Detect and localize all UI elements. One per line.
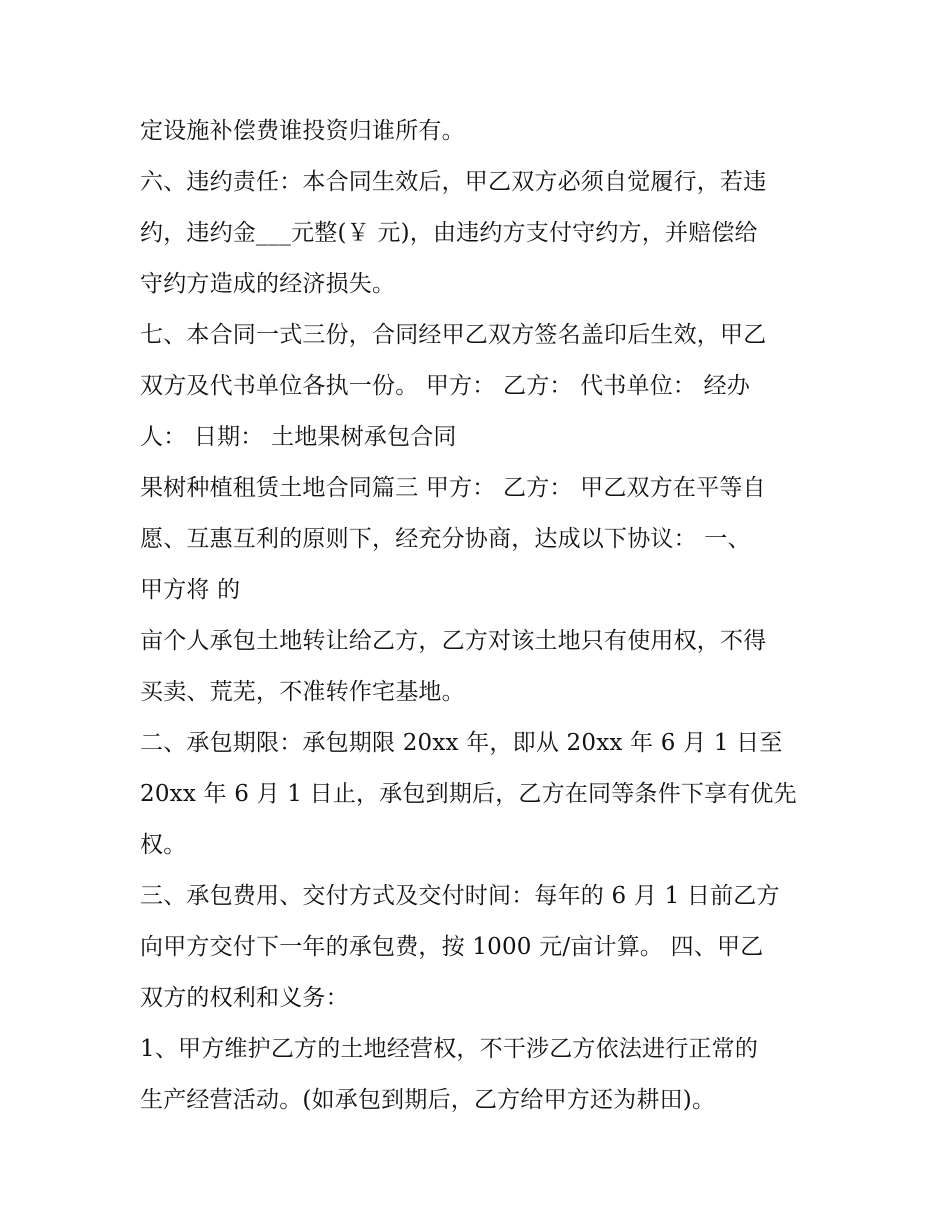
text-line: 1、甲方维护乙方的土地经营权，不干涉乙方依法进行正常的 (140, 1036, 759, 1062)
text-line: 守约方造成的经济损失。 (140, 271, 396, 297)
document-body (140, 106, 820, 1126)
text-line: 亩个人承包土地转让给乙方，乙方对该土地只有使用权，不得 (140, 628, 767, 654)
text-line: 人： 日期： 土地果树承包合同 (140, 424, 457, 450)
text-line: 双方的权利和义务： (140, 985, 349, 1011)
text-line: 生产经营活动。(如承包到期后，乙方给甲方还为耕田)。 (140, 1087, 716, 1113)
text-line: 甲方将 的 (140, 577, 241, 603)
text-line: 20xx 年 6 月 1 日止，承包到期后，乙方在同等条件下享有优先 (140, 781, 797, 807)
text-line: 七、本合同一式三份，合同经甲乙双方签名盖印后生效，甲乙 (140, 322, 767, 348)
text-line: 向甲方交付下一年的承包费，按 1000 元/亩计算。 四、甲乙 (140, 934, 764, 960)
text-line: 愿、互惠互利的原则下，经充分协商，达成以下协议： 一、 (140, 526, 751, 552)
text-line: 权。 (140, 832, 187, 858)
text-line: 双方及代书单位各执一份。 甲方： 乙方： 代书单位： 经办 (140, 373, 751, 399)
text-line: 定设施补偿费谁投资归谁所有。 (140, 118, 465, 144)
text-line: 果树种植租赁土地合同篇三 甲方： 乙方： 甲乙双方在平等自 (140, 475, 766, 501)
text-line: 二、承包期限：承包期限 20xx 年，即从 20xx 年 6 月 1 日至 (140, 730, 783, 756)
text-line: 约，违约金___元整(￥ 元)，由违约方支付守约方，并赔偿给 (140, 220, 758, 246)
text-line: 六、违约责任：本合同生效后，甲乙双方必须自觉履行，若违 (140, 169, 767, 195)
text-line: 三、承包费用、交付方式及交付时间：每年的 6 月 1 日前乙方 (140, 883, 780, 909)
text-line: 买卖、荒芜，不准转作宅基地。 (140, 679, 465, 705)
